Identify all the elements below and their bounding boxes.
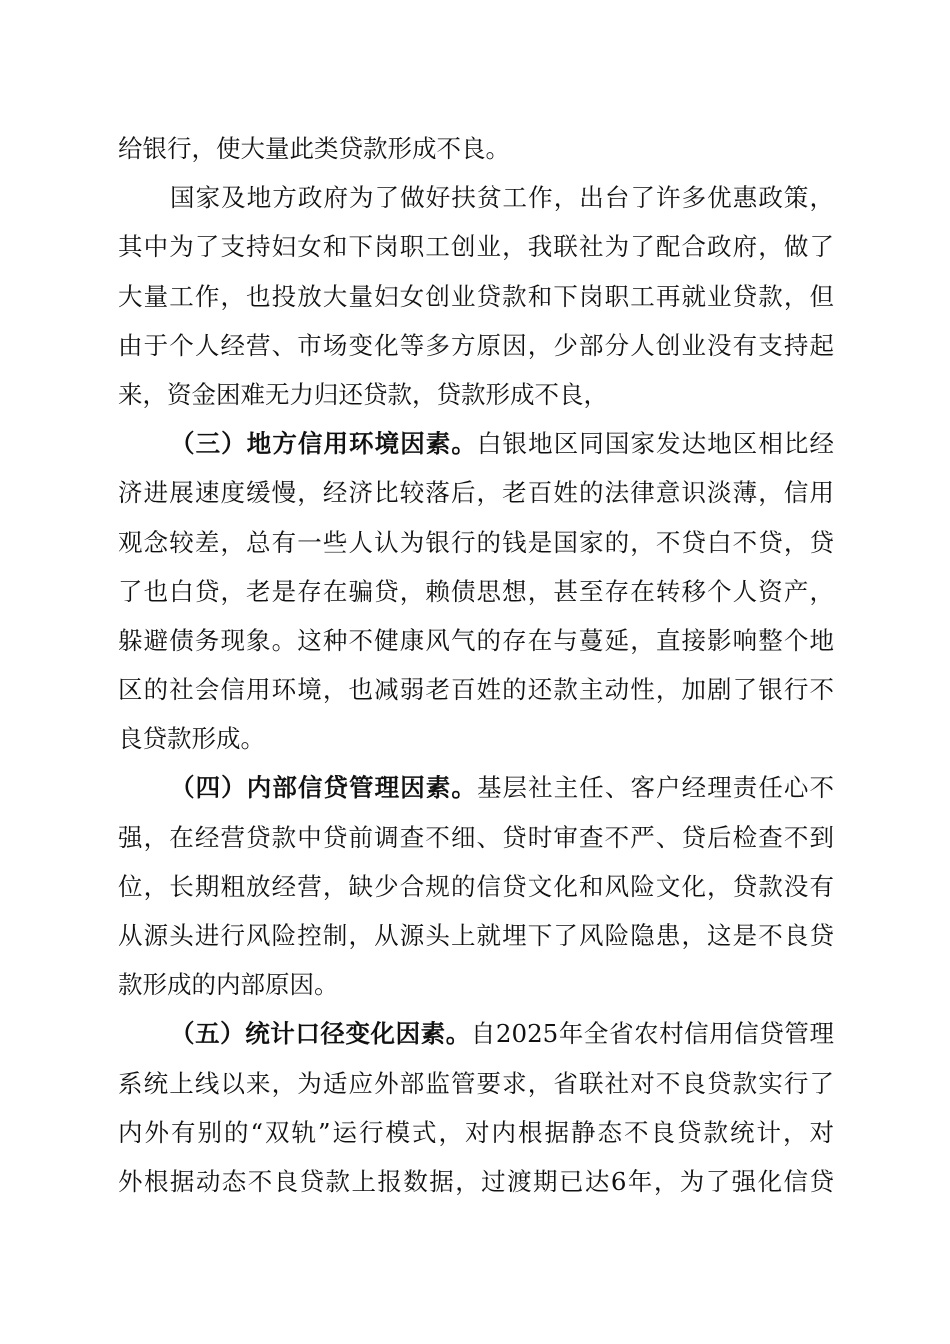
- section-heading: （五）统计口径变化因素。: [170, 1019, 471, 1049]
- text-line: [118, 272, 834, 321]
- line-text: 其中为了支持妇女和下岗职工创业，我联社为了配合政府，做了: [118, 232, 834, 262]
- line-text: 自2025年全省农村信用信贷管理: [470, 1019, 834, 1049]
- line-text: 由于个人经营、市场变化等多方原因，少部分人创业没有支持起: [118, 330, 834, 360]
- section-heading: （四）内部信贷管理因素。: [170, 773, 477, 803]
- text-line: [118, 173, 834, 222]
- section-heading: （三）地方信用环境因素。: [170, 429, 477, 459]
- line-text: 白银地区同国家发达地区相比经: [476, 429, 835, 459]
- line-text: 位，长期粗放经营，缺少合规的信贷文化和风险文化，贷款没有: [118, 871, 834, 901]
- line-text: 了也白贷，老是存在骗贷，赖债思想，甚至存在转移个人资产，: [118, 576, 834, 606]
- section-heading-line: [118, 419, 834, 468]
- line-text: 济进展速度缓慢，经济比较落后，老百姓的法律意识淡薄，信用: [118, 478, 834, 508]
- line-text: 来，资金困难无力归还贷款，贷款形成不良，: [118, 379, 608, 409]
- text-line: [118, 518, 834, 567]
- line-text: 国家及地方政府为了做好扶贫工作，出台了许多优惠政策，: [170, 183, 834, 213]
- text-line: [118, 911, 834, 960]
- text-line: [118, 616, 834, 665]
- document-body: [118, 124, 834, 1206]
- line-text: 基层社主任、客户经理责任心不: [476, 773, 835, 803]
- line-text: 款形成的内部原因。: [118, 970, 339, 1000]
- text-line: [118, 1157, 834, 1206]
- line-text: 躲避债务现象。这种不健康风气的存在与蔓延，直接影响整个地: [118, 625, 834, 655]
- line-text: 系统上线以来，为适应外部监管要求，省联社对不良贷款实行了: [118, 1068, 834, 1098]
- text-line: [118, 665, 834, 714]
- text-line: [118, 813, 834, 862]
- line-text: 从源头进行风险控制，从源头上就埋下了风险隐患，这是不良贷: [118, 921, 834, 950]
- text-line: [118, 862, 834, 911]
- section-heading-line: [118, 1009, 834, 1058]
- line-text: 外根据动态不良贷款上报数据，过渡期已达6年，为了强化信贷: [118, 1166, 834, 1196]
- text-line: [118, 321, 834, 370]
- text-line: [118, 370, 834, 419]
- text-line: [118, 124, 834, 173]
- line-text: 良贷款形成。: [118, 724, 265, 754]
- line-text: 观念较差，总有一些人认为银行的钱是国家的，不贷白不贷，贷: [118, 527, 834, 557]
- text-line: [118, 222, 834, 271]
- text-line: [118, 567, 834, 616]
- text-line: [118, 468, 834, 517]
- line-text: 大量工作，也投放大量妇女创业贷款和下岗职工再就业贷款，但: [118, 281, 834, 311]
- text-line: [118, 1059, 834, 1108]
- line-text: 区的社会信用环境，也减弱老百姓的还款主动性，加剧了银行不: [118, 675, 834, 705]
- section-heading-line: [118, 763, 834, 812]
- line-text: 给银行，使大量此类贷款形成不良。: [118, 134, 510, 163]
- line-text: 内外有别的“双轨”运行模式，对内根据静态不良贷款统计，对: [118, 1117, 834, 1147]
- text-line: [118, 960, 834, 1009]
- line-text: 强，在经营贷款中贷前调查不细、贷时审查不严、贷后检查不到: [118, 822, 834, 852]
- text-line: [118, 1108, 834, 1157]
- text-line: [118, 714, 834, 763]
